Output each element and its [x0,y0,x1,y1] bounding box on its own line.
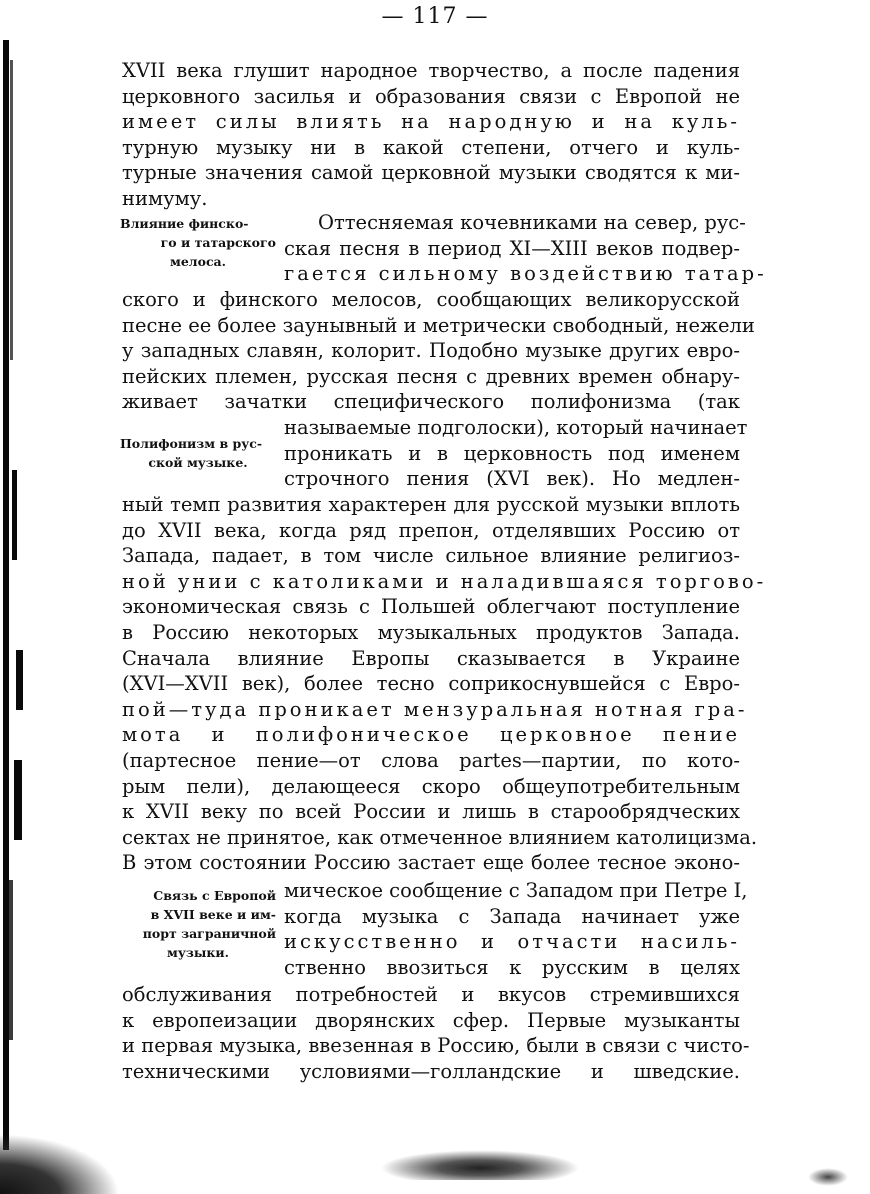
text-line: гается сильному воздействию татар- [284,262,767,286]
text-line: в Россию некоторых музыкальных продуктов Запада. [122,620,740,644]
indented-block-1 [284,210,767,287]
text-line: экономическая связь с Польшей облегчают поступление [122,595,740,619]
text-line: турные значения самой церковной музыки сводятся к ми- [122,161,740,185]
paragraph-4 [122,982,750,1084]
text-line: В этом состоянии Россию застает еще более тесное эконо- [122,851,740,875]
text-line: живает зачатки специфического полифонизма (так [122,390,740,414]
margin-note-line: в XVII веке и им- [150,907,276,922]
text-line: Сначала влияние Европы сказывается в Украине [122,646,740,670]
paragraph-1 [122,58,740,212]
text-line: строчного пения (XVI век). Но медлен- [284,467,740,491]
indented-block-2 [284,415,748,492]
text-line: Оттесняемая кочевниками на север, рус- [318,211,746,234]
text-line: XVII века глушит народное творчество, а после падения [122,59,740,82]
text-line: ская песня в период XI—XIII веков подвер- [284,236,740,260]
scan-smudge-bottom-center [380,1150,580,1180]
text-line: (партесное пение—от слова partes—партии, по кото- [122,748,740,772]
text-line: называемые подголоски), который начинает [284,416,748,439]
text-line: нимуму. [122,186,208,210]
margin-note-line: го и татарского [160,235,276,250]
paragraph-2 [122,287,755,415]
text-line: к XVII веку по всей России и лишь в старообрядческих [122,800,740,824]
margin-note-line: мелоса. [169,254,227,269]
text-line: ной унии с католиками и наладившаяся торгово- [122,569,767,593]
text-line: ского и финского мелосов, сообщающих великорусской [122,288,740,311]
text-line: искусственно и отчасти насиль- [284,930,740,954]
margin-note-line: ской музыке. [148,455,248,470]
text-line: мота и полифоническое церковное пение [122,723,740,747]
margin-note-line: Полифонизм в рус- [120,436,263,451]
text-line: турную музыку ни в какой степени, отчего и куль- [122,135,740,159]
margin-note-line: Связь с Европой [153,888,276,903]
text-line: техническими условиями—голландские и шведские. [122,1059,740,1083]
text-line: пой—туда проникает мензуральная нотная гра- [122,697,748,721]
margin-note-line: Влияние финско- [120,216,249,231]
text-line: песне ее более заунывный и метрически свободный, нежели [122,313,755,337]
margin-note-line: музыки. [166,945,230,960]
text-line: когда музыка с Запада начинает уже [284,904,740,928]
text-line: пейских племен, русская песня с древних времен обнару- [122,364,740,388]
margin-note-polyphony [120,434,276,472]
text-line: ный темп развития характерен для русской музыки вплоть [122,493,740,516]
margin-note-line: порт заграничной [142,926,276,941]
page-number: — 117 — [381,4,489,29]
text-line: Запада, падает, в том числе сильное влияние религиоз- [122,544,740,568]
text-line: мическое сообщение с Западом при Петре I, [284,879,748,902]
paragraph-3 [122,492,767,876]
text-line: у западных славян, колорит. Подобно музыке других евро- [122,339,740,363]
text-line: обслуживания потребностей и вкусов стремившихся [122,983,740,1006]
text-line: к европеизации дворянских сфер. Первые музыканты [122,1008,740,1032]
text-line: до XVII века, когда ряд препон, отделявших Россию от [122,518,740,542]
scan-smudge-bottom-left [0,1134,120,1194]
margin-note-europe [120,886,276,962]
text-line: рым пели), делающееся скоро общеупотребительным [122,774,740,798]
scan-edge-shadow [0,0,24,1194]
margin-note-finnish-tatar [120,214,276,271]
text-line: и первая музыка, ввезенная в Россию, были в связи с чисто- [122,1034,750,1058]
indented-block-3 [284,878,748,980]
text-line: церковного засилья и образования связи с Европой не [122,84,740,108]
text-line: проникать и в церковность под именем [284,441,740,465]
text-line: имеет силы влиять на народную и на куль- [122,110,740,134]
text-line: ственно ввозиться к русским в целях [284,955,740,979]
text-line: (XVI—XVII век), более тесно соприкоснувшейся с Евро- [122,672,740,696]
scan-smudge-bottom-right [808,1168,848,1186]
text-line: сектах не принятое, как отмеченное влиянием католицизма. [122,825,758,849]
